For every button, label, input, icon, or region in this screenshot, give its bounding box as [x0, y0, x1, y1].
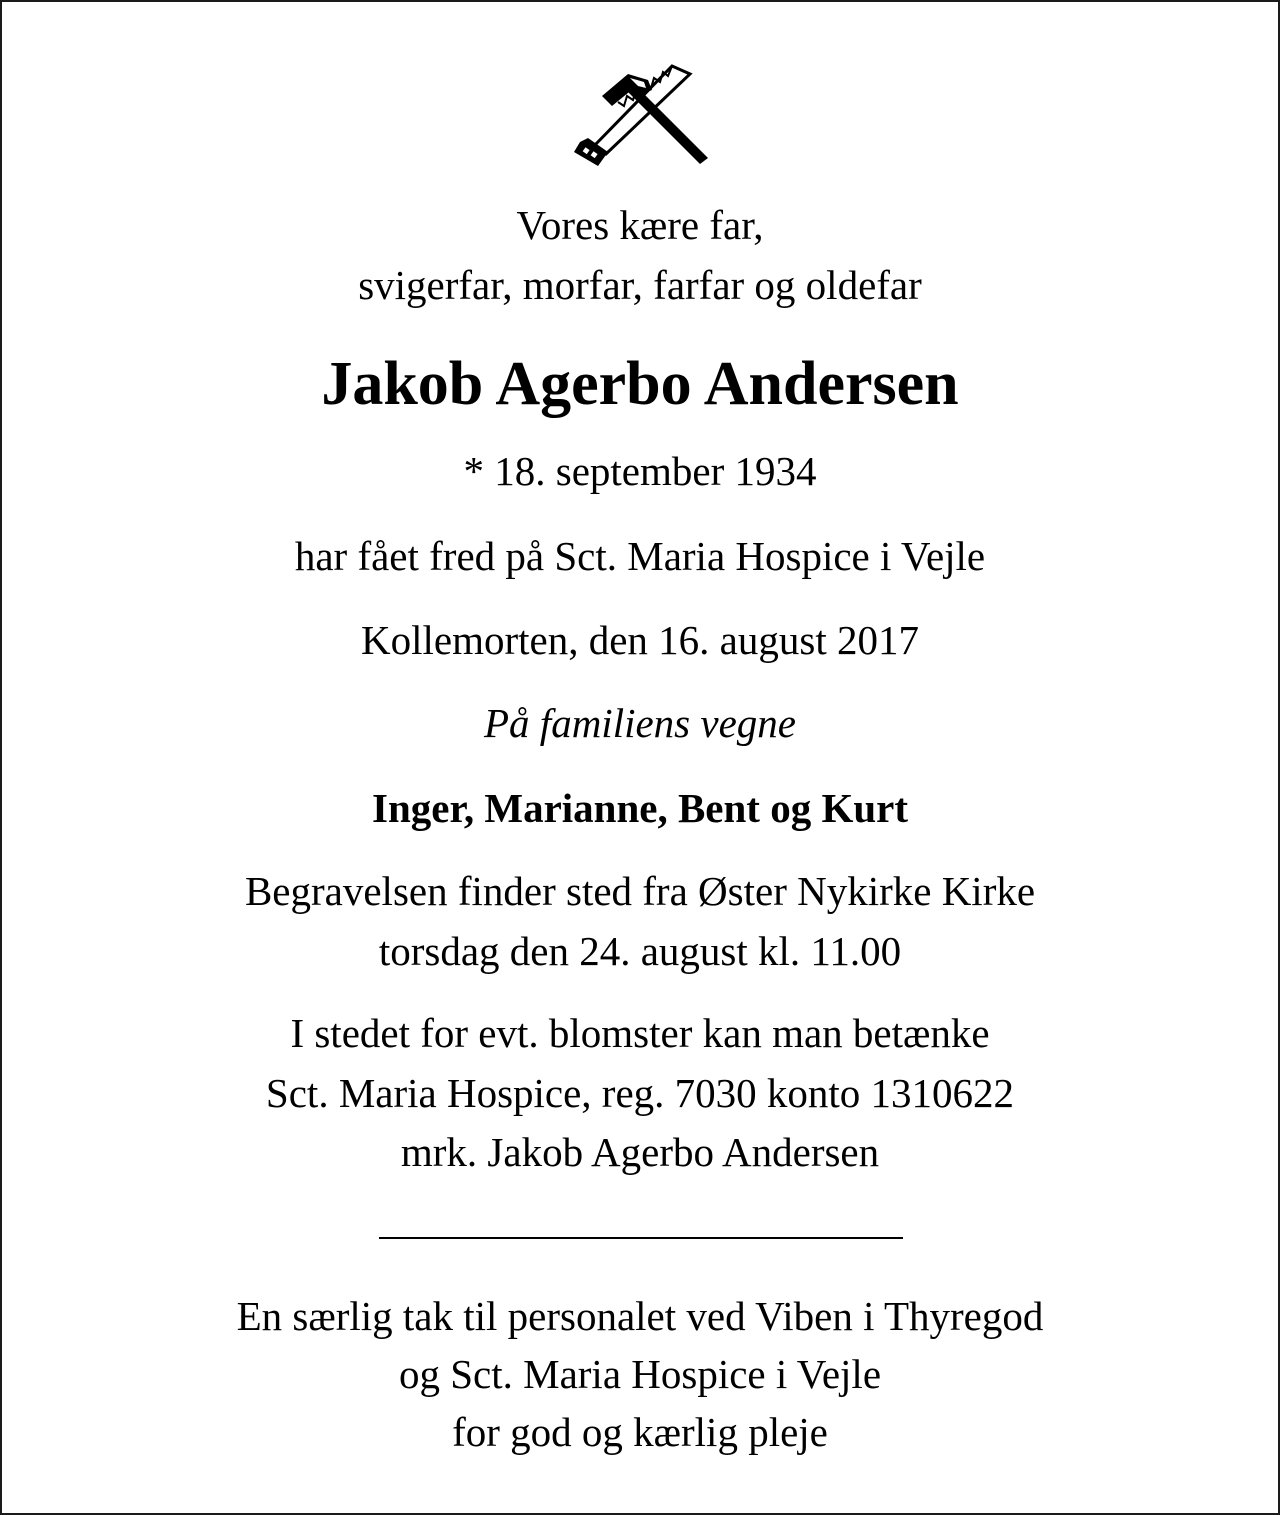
birth-date: * 18. september 1934	[463, 448, 817, 494]
passed-away-text: har fået fred på Sct. Maria Hospice i Vejle	[294, 533, 986, 579]
hammer-and-saw-icon	[568, 60, 712, 170]
thanks-line-3: for god og kærlig pleje	[452, 1409, 828, 1455]
deceased-name: Jakob Agerbo Andersen	[321, 350, 959, 418]
donation-line-3: mrk. Jakob Agerbo Andersen	[400, 1129, 880, 1175]
place-and-date: Kollemorten, den 16. august 2017	[361, 617, 919, 663]
divider-line	[379, 1237, 903, 1239]
intro-line-2: svigerfar, morfar, farfar og oldefar	[358, 262, 922, 308]
donation-line-2: Sct. Maria Hospice, reg. 7030 konto 1310622	[265, 1070, 1015, 1116]
funeral-line-2: torsdag den 24. august kl. 11.00	[378, 928, 902, 974]
family-names: Inger, Marianne, Bent og Kurt	[371, 785, 909, 831]
donation-line-1: I stedet for evt. blomster kan man betænke	[290, 1010, 990, 1056]
thanks-line-1: En særlig tak til personalet ved Viben i Thyregod	[236, 1293, 1044, 1339]
thanks-line-2: og Sct. Maria Hospice i Vejle	[398, 1351, 882, 1397]
funeral-line-1: Begravelsen finder sted fra Øster Nykirke Kirke	[244, 868, 1036, 914]
on-behalf-text: På familiens vegne	[484, 700, 796, 746]
intro-line-1: Vores kære far,	[516, 202, 764, 248]
